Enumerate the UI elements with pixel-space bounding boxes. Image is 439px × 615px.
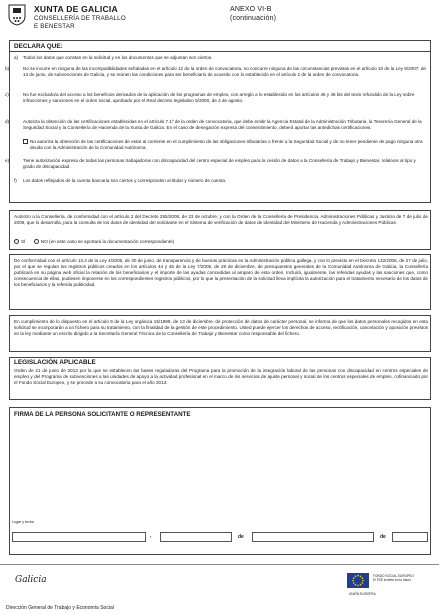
legislation-title: LEGISLACIÓN APLICABLE: [14, 359, 96, 366]
declaration-item-f: [14, 178, 426, 184]
publicity-section: [9, 254, 431, 310]
item-label: f): [14, 178, 17, 183]
eu-flag-icon: [347, 573, 369, 588]
item-label: a): [14, 55, 19, 60]
legislation-text: Orden de 21 de junio de 2013 por la que se establecen las bases reguladoras del Programa para la promoción de la integración laboral de las personas con discapacidad en centros especiales de empleo y del Programa de subvenciones a las unidades de apoyo a la actividad profesional en el marco de los servicios de ajuste personal y social de los centros especiales de empleo, cofinanciado por el Fondo Social Europeo, y se procede a su convocatoria para el año 2013.: [14, 368, 428, 385]
xunta-logo: [6, 3, 206, 33]
declaration-item-d: [5, 119, 426, 131]
declaration-title: DECLARA QUE:: [14, 43, 63, 50]
annex-title: ANEXO VI-B: [230, 6, 272, 13]
legislation-section: [9, 357, 431, 400]
item-label: c): [5, 92, 9, 97]
identity-authorization-section: [9, 210, 431, 250]
item-text: Los datos reflejados de la cuenta bancaria son ciertos y corresponden al titular y número de cuenta.: [23, 178, 227, 183]
galicia-logo: Galicia: [15, 575, 47, 585]
signature-section: [9, 407, 431, 555]
org-title: XUNTA DE GALICIA: [34, 4, 118, 14]
year-field[interactable]: [392, 532, 428, 542]
publicity-text: De conformidad con el artículo 13.4 de la Ley 4/2006, de 30 de junio, de transparencia y de buenas prácticas en la Administración pública gallega, y con lo previsto en el Decreto 132/2006, de 27 de julio, por el que se regulan los registros públicos creados en los artículos 44 y 45 de la Ley 7/2005, de 29 de diciembre, de presupuestos generales de la Comunidad Autónoma de Galicia, la Consellería publicará en su página web oficial la relación de los beneficiarios y el importe de las ayudas concedidas al amparo de esta orden. Incluirá, igualmente, las referidas ayudas y las sanciones que, como consecuencia de ellas, pudiesen imponerse en los correspondientes registros públicos, por lo que la presentación de la solicitud lleva implícita la autorización para el tratamiento necesario de los datos de los beneficiarios y la referida publicidad.: [14, 258, 428, 287]
date-label: Lugar y fecha: [12, 520, 34, 524]
org-subtitle-1: CONSELLERÍA DE TRABALLO: [34, 15, 126, 22]
signature-title: FIRMA DE LA PERSONA SOLICITANTE O REPRESENTANTE: [14, 411, 191, 418]
authorize-yes-radio[interactable]: [14, 239, 19, 244]
declaration-item-c: [5, 92, 426, 104]
item-label: b): [5, 66, 10, 71]
authorization-text: Autorizo a la Consellería, de conformidad con el artículo 2 del Decreto 255/2008, de 23 de octubre, y con la Orden de la Consellería de Presidencia, Administraciones Públicas y Justicia de 7 de julio de 2009, que lo desarrolla, para la consulta de los datos de identidad del solicitante en el Sistema de verificación de datos de identidad del Ministerio de Hacienda y Administraciones Públicas.: [14, 214, 428, 225]
item-text: Tiene autorización expresa de todas las personas trabajadoras con discapacidad del centro especial de empleo para la cesión de datos a la Consellería de Trabajo y Bienestar, relativos al tipo y grado de discapacidad.: [23, 158, 416, 169]
fse-label: [373, 574, 414, 582]
item-text: No se incurre en ninguna de las incompatibilidades señaladas en el artículo 12 de la orden de convocatoria, no concurre ninguna de las circunstancias previstas en el artículo 10 de la Ley 9/2007, de 13 de junio, de subvenciones de Galicia, y se reúnen las condiciones para ser beneficiario de acuerdo con lo establecido en el artículo 2 de la orden de convocatoria.: [23, 66, 426, 77]
day-field[interactable]: [160, 532, 232, 542]
declaration-item-e: [5, 158, 426, 170]
department-name: Dirección General de Trabajo y Economía Social: [6, 605, 114, 611]
date-separator: de: [238, 534, 244, 540]
declaration-section: [5, 40, 431, 203]
eu-stars-icon: [347, 573, 369, 588]
date-separator: de: [380, 534, 386, 540]
item-text: No fue excluido/a del acceso a los beneficios derivados de la aplicación de los programas de empleo, con arreglo a lo establecido en los artículos 46 y 46 bis del texto refundido de la Ley sobre infracciones y sanciones en el orden social, aprobado por el Real decreto legislativo 5/2000, de 4 de agosto.: [23, 92, 415, 103]
header: [6, 3, 436, 33]
divider: [10, 51, 430, 52]
authorization-options: [14, 239, 174, 245]
annex-continuation: (continuación): [230, 14, 277, 22]
declaration-item-a: [14, 55, 426, 61]
org-subtitle-2: E BENESTAR: [34, 22, 75, 30]
authorize-no-radio[interactable]: [34, 239, 39, 244]
item-text: No autoriza la obtención de las certificaciones de estar al corriente en el cumplimiento de las obligaciones tributarias o frente a la Seguridad Social y de no tener pendiente de pago ninguna otra deuda con la Administración de la Comunidad Autónoma.: [30, 139, 423, 150]
authorize-yes-label[interactable]: SÍ: [21, 239, 26, 244]
fse-title: FONDO SOCIAL EUROPEO: [373, 574, 414, 578]
date-separator: ,: [150, 533, 152, 539]
item-label: d): [5, 119, 10, 124]
data-protection-text: En cumplimiento de lo dispuesto en el artículo 5 de la Ley orgánica 15/1999, de 13 de diciembre, de protección de datos de carácter personal, se informa de que los datos personales recogidos en esta solicitud se incorporarán a un fichero para su tratamiento, con la finalidad de la gestión de este procedimiento. Usted puede ejercer los derechos de acceso, rectificación, cancelación y oposición previstos en la ley mediante un escrito dirigido a la Secretaría General Técnica de la Consellería de Trabajo y Bienestar como responsable del fichero.: [14, 319, 428, 336]
annex-label: [230, 6, 276, 23]
galicia-shield-icon: [8, 4, 26, 26]
item-text: Todos los datos que constan en la solicitud y en los documentos que se adjuntan son ciertos.: [23, 55, 213, 60]
item-label: e): [5, 158, 10, 163]
place-field[interactable]: [12, 532, 146, 542]
declaration-item-b: [5, 66, 426, 78]
no-authorize-checkbox-row[interactable]: [14, 139, 426, 151]
eu-label: UNIÓN EUROPEA: [349, 592, 376, 596]
data-protection-section: [9, 315, 431, 352]
month-field[interactable]: [252, 532, 374, 542]
item-text: Autoriza la obtención de las certificaciones establecidas en el artículo 7.1º de la orden de convocatoria, que debe emitir la Agencia Estatal de la Administración Tributaria, la Tesorería General de la Seguridad Social y la Consellería de Hacienda de la Xunta de Galicia. En el caso de denegación expresa del consentimiento, deberá aportar las antedichas certificaciones.: [23, 119, 422, 130]
no-authorize-checkbox[interactable]: [23, 139, 28, 144]
fse-slogan: El FSE invierte en tu futuro: [373, 578, 412, 582]
authorize-no-label[interactable]: NO (en este caso se aportará la documentación correspondiente): [40, 239, 175, 244]
divider: [0, 564, 439, 565]
